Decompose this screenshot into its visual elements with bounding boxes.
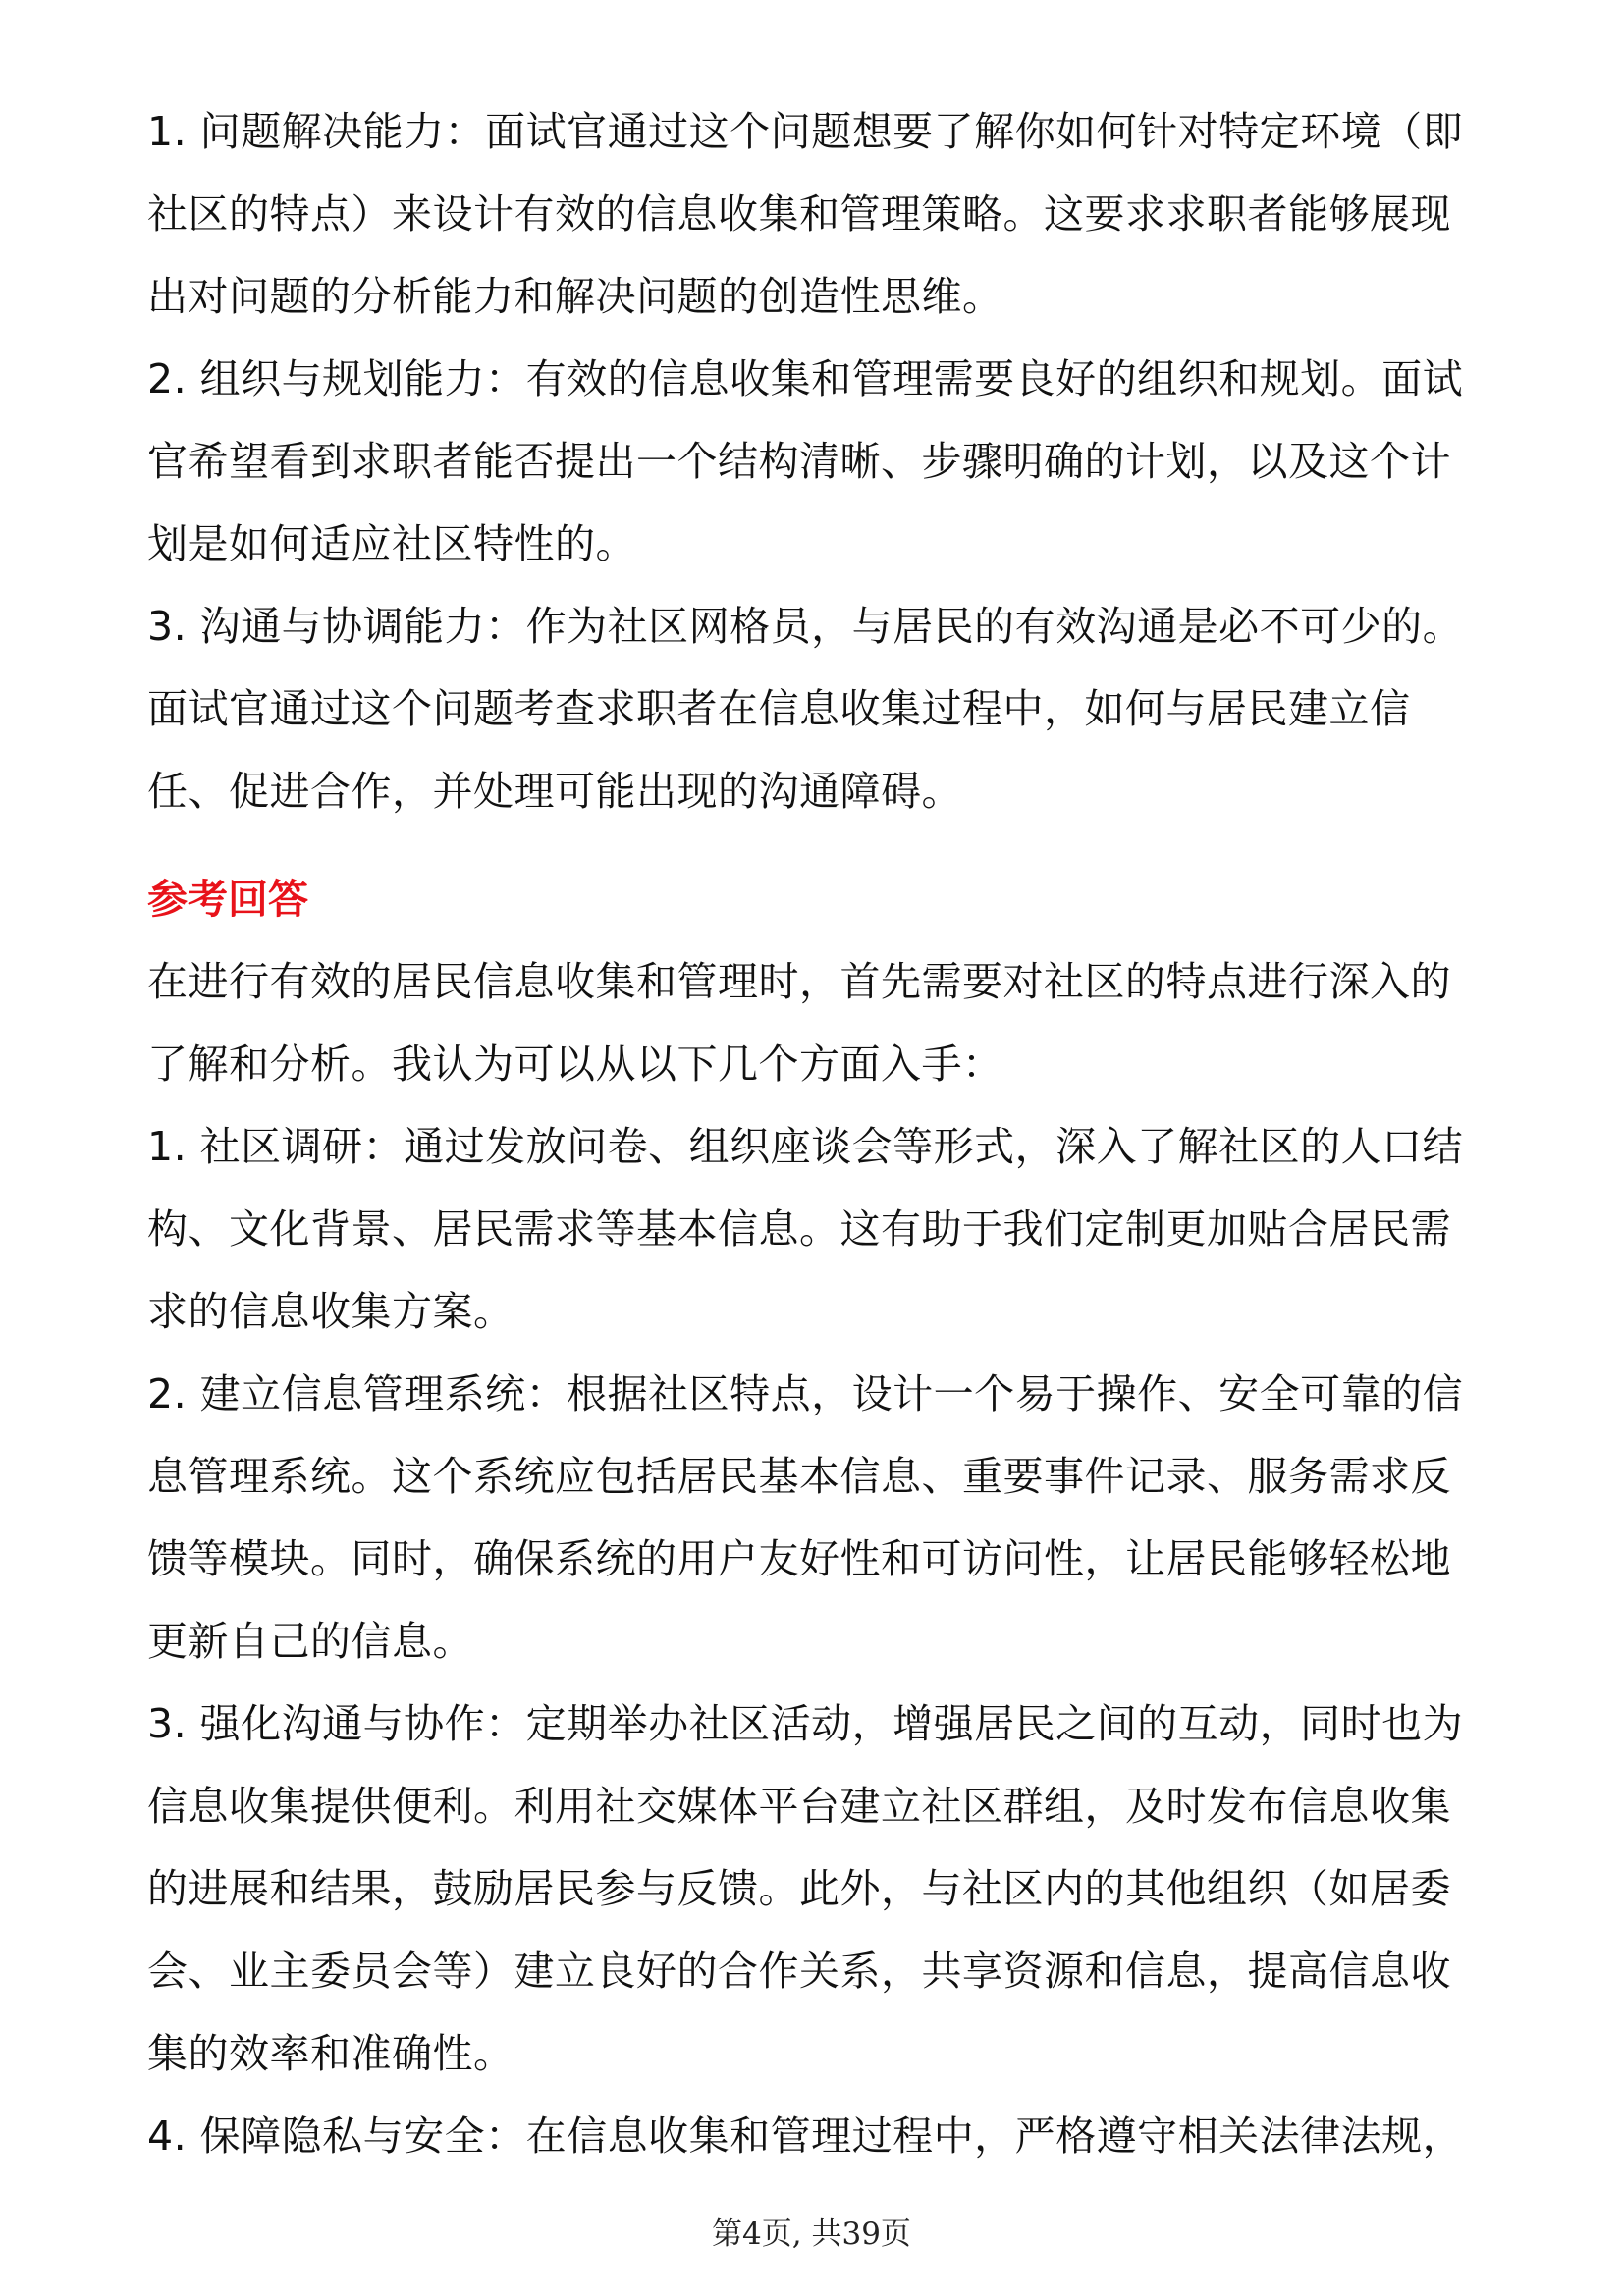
document-page xyxy=(147,90,1483,2177)
intro-point: 1. 问题解决能力：面试官通过这个问题想要了解你如何针对特定环境（即社区的特点）来设计有效的信息收集和管理策略。这要求求职者能够展现出对问题的分析能力和解决问题的创造性思维。 xyxy=(147,108,1464,320)
answer-paragraph: 1. 社区调研：通过发放问卷、组织座谈会等形式，深入了解社区的人口结构、文化背景、居民需求等基本信息。这有助于我们定制更加贴合居民需求的信息收集方案。 xyxy=(147,1123,1464,1335)
answer-paragraph: 4. 保障隐私与安全：在信息收集和管理过程中，严格遵守相关法律法规， xyxy=(147,2112,1464,2160)
intro-point: 3. 沟通与协调能力：作为社区网格员，与居民的有效沟通是必不可少的。面试官通过这个问题考查求职者在信息收集过程中，如何与居民建立信任、促进合作，并处理可能出现的沟通障碍。 xyxy=(147,603,1464,815)
answer-paragraph: 3. 强化沟通与协作：定期举办社区活动，增强居民之间的互动，同时也为信息收集提供便利。利用社交媒体平台建立社区群组，及时发布信息收集的进展和结果，鼓励居民参与反馈。此外，与社区内的其他组织（如居委会、业主委员会等）建立良好的合作关系，共享资源和信息，提高信息收集的效率和准确性。 xyxy=(147,1700,1464,2077)
answer-paragraph: 2. 建立信息管理系统：根据社区特点，设计一个易于操作、安全可靠的信息管理系统。这个系统应包括居民基本信息、重要事件记录、服务需求反馈等模块。同时，确保系统的用户友好性和可访问性，让居民能够轻松地更新自己的信息。 xyxy=(147,1370,1464,1665)
answer-body xyxy=(147,940,1483,2177)
answer-paragraph: 在进行有效的居民信息收集和管理时，首先需要对社区的特点进行深入的了解和分析。我认为可以从以下几个方面入手： xyxy=(147,958,1451,1088)
intro-points xyxy=(147,90,1483,832)
answer-heading: 参考回答 xyxy=(147,876,308,923)
page-number-footer: 第4页, 共39页 xyxy=(712,2216,911,2252)
intro-point: 2. 组织与规划能力：有效的信息收集和管理需要良好的组织和规划。面试官希望看到求职者能否提出一个结构清晰、步骤明确的计划，以及这个计划是如何适应社区特性的。 xyxy=(147,355,1464,567)
